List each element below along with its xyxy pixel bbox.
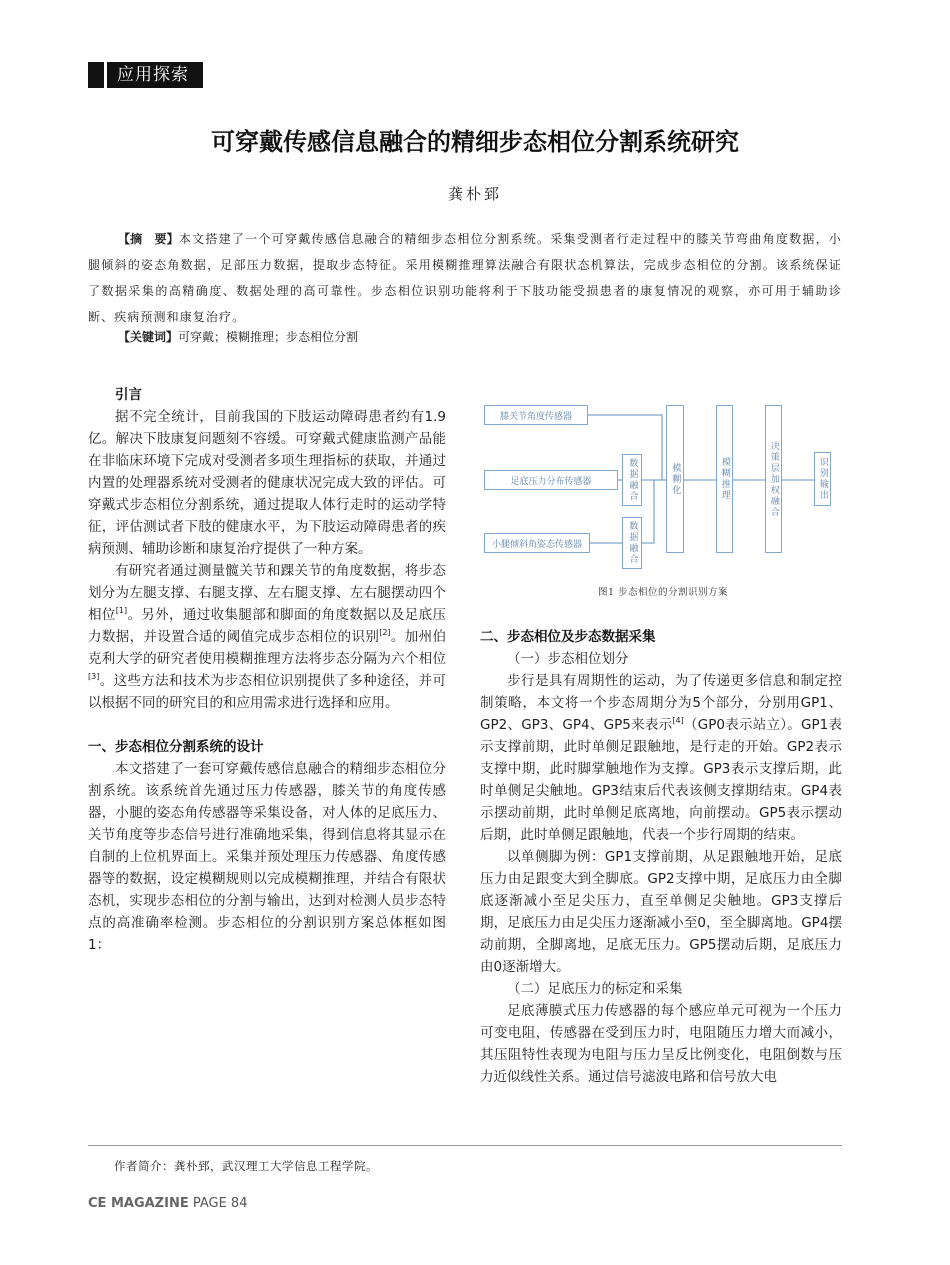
abstract-text: 本文搭建了一个可穿戴传感信息融合的精细步态相位分割系统。采集受测者行走过程中的膝关节弯曲角度数据，小腿倾斜的姿态角数据，足部压力数据，提取步态特征。采用模糊推理算法融合有限状态机算法，完成步态相位的分割。该系统保证了数据采集的高精确度、数据处理的高可靠性。步态相位识别功能将利于下肢功能受损患者的康复情况的观察，亦可用于辅助诊断、疾病预测和康复治疗。 <box>88 232 842 324</box>
author-footnote: 作者简介：龚朴郅，武汉理工大学信息工程学院。 <box>114 1159 378 1173</box>
section-2-heading: 二、步态相位及步态数据采集 <box>480 629 656 645</box>
left-column <box>88 384 446 956</box>
knee-angle-sensor-box: 膝关节角度传感器 <box>484 405 588 425</box>
subsection-1-heading: （一）步态相位划分 <box>507 651 629 667</box>
figure-1-caption: 图1 步态相位的分割识别方案 <box>597 587 729 598</box>
keywords-label: 【关键词】 <box>118 330 179 344</box>
fuzzification-box: 模糊化 <box>666 405 684 553</box>
magazine-name: CE MAGAZINE <box>88 1196 189 1211</box>
intro-heading: 引言 <box>115 387 142 403</box>
fuzzy-inference-box: 模糊推理 <box>716 405 733 553</box>
section-2-paragraph-1: 步行是具有周期性的运动，为了传递更多信息和制定控制策略，本文将一个步态周期分为5个部分，分别用GP1、GP2、GP3、GP4、GP5来表示[4]（GP0表示站立）。GP1表示支撑前期，此时单侧足跟触地，是行走的开始。GP2表示支撑中期，此时脚掌触地作为支撑。GP3表示支撑后期，此时单侧足尖触地。GP3结束后代表该侧支撑期结束。GP4表示摆动前期，此时单侧足底离地，向前摆动。GP5表示摆动后期，此时单侧足跟触地，代表一个步行周期的结束。 <box>480 673 842 843</box>
shank-tilt-sensor-box: 小腿倾斜角姿态传感器 <box>484 533 590 553</box>
intro-paragraph-2: 有研究者通过测量髋关节和踝关节的角度数据，将步态划分为左腿支撑、右腿支撑、左右腿支撑、左右腿摆动四个相位[1]。另外，通过收集腿部和脚面的角度数据以及足底压力数据，并设置合适的阈值完成步态相位的识别[2]。加州伯克利大学的研究者使用模糊推理方法将步态分隔为六个相位[3]。这些方法和技术为步态相位识别提供了多种途径，并可以根据不同的研究目的和应用需求进行选择和应用。 <box>88 563 447 711</box>
citation-1[interactable]: [1] <box>115 606 128 615</box>
data-fusion-box-2: 数据融合 <box>622 517 642 569</box>
connector-fusion2-to-fuzzify <box>642 480 654 543</box>
section-tag-label: 应用探索 <box>107 62 203 88</box>
abstract-label: 【摘 要】 <box>118 232 179 246</box>
page-footer <box>88 1196 247 1211</box>
section-tag-bar <box>88 62 104 88</box>
keywords-text: 可穿戴；模糊推理；步态相位分割 <box>178 330 359 344</box>
right-column <box>480 626 842 1088</box>
figure-1-diagram <box>482 400 844 565</box>
keywords <box>88 327 842 347</box>
section-tag <box>88 62 203 88</box>
author-name: 龚朴郅 <box>447 185 502 203</box>
section-2-paragraph-2: 以单侧脚为例：GP1支撑前期，从足跟触地开始，足底压力由足跟变大到全脚底。GP2支撑中期，足底压力由全脚底逐渐减小至足尖压力，直至单侧足尖触地。GP3支撑后期，足底压力由足尖压力逐渐减小至0，至全脚离地。GP4摆动前期，全脚离地，足底无压力。GP5摆动后期，足底压力由0逐渐增大。 <box>480 849 842 975</box>
footnote-divider <box>88 1145 842 1146</box>
section-2-paragraph-3: 足底薄膜式压力传感器的每个感应单元可视为一个压力可变电阻，传感器在受到压力时，电阻随压力增大而减小，其压阻特性表现为电阻与压力呈反比例变化，电阻倒数与压力近似线性关系。通过信号滤波电路和信号放大电 <box>480 1003 842 1085</box>
section-1-paragraph: 本文搭建了一套可穿戴传感信息融合的精细步态相位分割系统。该系统首先通过压力传感器，膝关节的角度传感器，小腿的姿态角传感器等采集设备，对人体的足底压力、关节角度等步态信号进行准确地采集，得到信息将其显示在自制的上位机界面上。采集并预处理压力传感器、角度传感器等的数据，设定模糊规则以完成模糊推理，并结合有限状态机，实现步态相位的分割与输出，达到对检测人员步态特点的高准确率检测。步态相位的分割识别方案总体框如图1： <box>88 761 446 953</box>
recognition-output-box: 识别输出 <box>814 452 831 506</box>
page-number: PAGE 84 <box>192 1196 248 1211</box>
decision-fusion-box: 决策层加权融合 <box>765 405 782 553</box>
article-title: 可穿戴传感信息融合的精细步态相位分割系统研究 <box>211 127 739 156</box>
data-fusion-box-1: 数据融合 <box>622 454 642 506</box>
plantar-pressure-sensor-box: 足底压力分布传感器 <box>484 470 618 490</box>
citation-4[interactable]: [4] <box>672 716 684 725</box>
intro-paragraph-1: 据不完全统计，目前我国的下肢运动障碍患者约有1.9亿。解决下肢康复问题刻不容缓。可穿戴式健康监测产品能在非临床环境下完成对受测者多项生理指标的获取，并通过内置的处理器系统对受测者的健康状况完成大致的评估。可穿戴式步态相位分割系统，通过提取人体行走时的运动学特征，评估测试者下肢的健康水平，为下肢运动障碍患者的疾病预测、辅助诊断和康复治疗提供了一种方案。 <box>88 409 446 557</box>
citation-2[interactable]: [2] <box>379 628 391 637</box>
citation-3[interactable]: [3] <box>88 672 100 681</box>
abstract <box>88 226 842 330</box>
section-1-heading: 一、步态相位分割系统的设计 <box>88 739 264 755</box>
subsection-2-heading: （二）足底压力的标定和采集 <box>507 981 683 997</box>
